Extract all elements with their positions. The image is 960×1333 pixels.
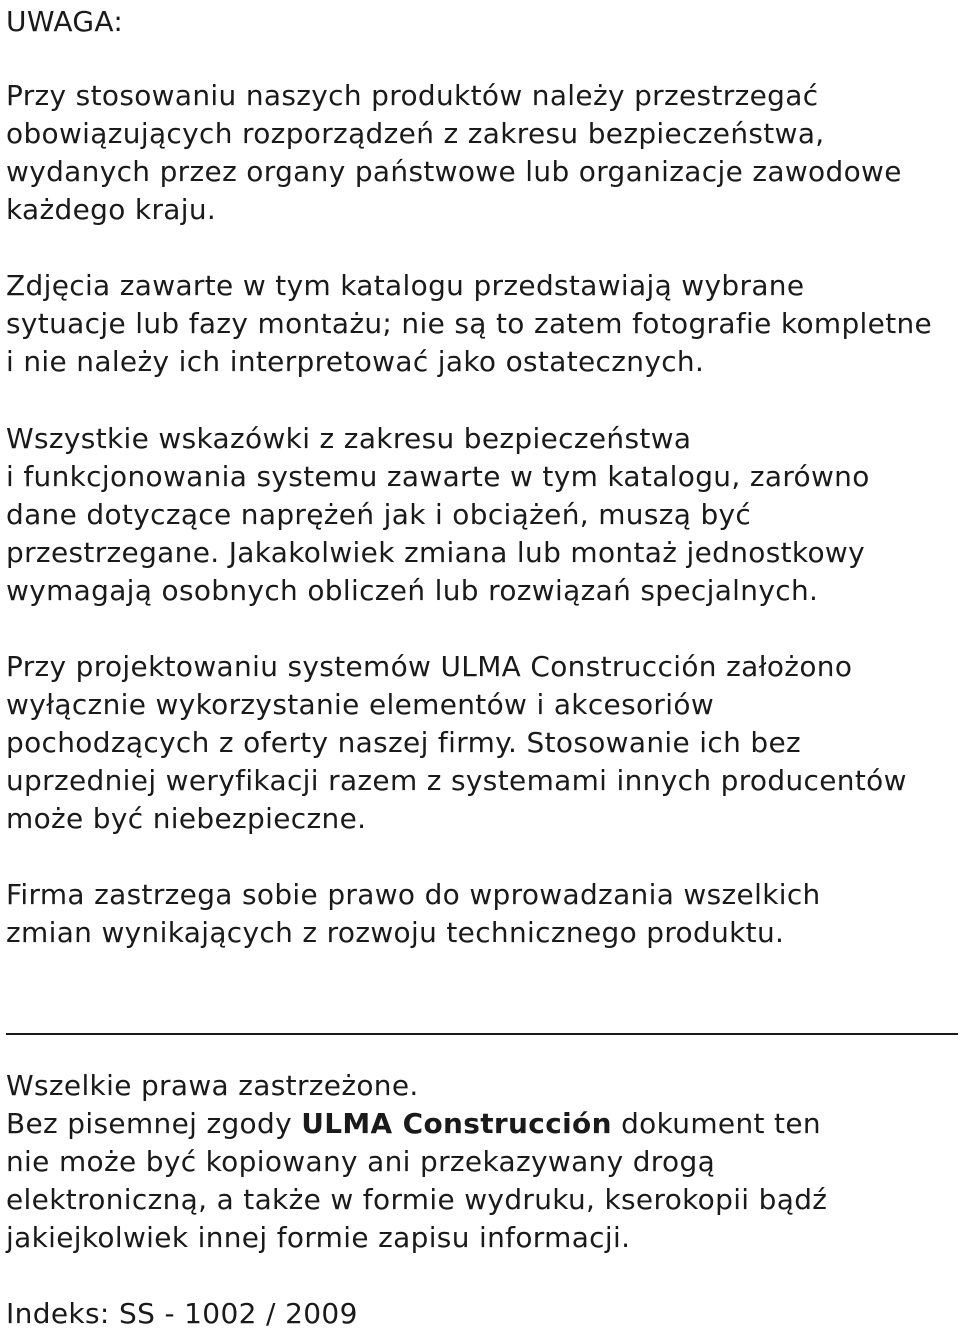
paragraph-system-design xyxy=(6,648,958,838)
text-line: Przy projektowaniu systemów ULMA Construcción założono xyxy=(6,650,853,683)
document-index: Indeks: SS - 1002 / 2009 xyxy=(6,1297,358,1330)
text-line: Firma zastrzega sobie prawo do wprowadzania wszelkich xyxy=(6,878,821,911)
company-name: ULMA Construcción xyxy=(301,1107,612,1140)
text-line: każdego kraju. xyxy=(6,193,217,226)
paragraph-safety-instructions xyxy=(6,420,958,610)
text-line: sytuacje lub fazy montażu; nie są to zatem fotografie kompletne xyxy=(6,307,933,340)
text-line: i nie należy ich interpretować jako ostatecznych. xyxy=(6,345,705,378)
text-line: zmian wynikających z rozwoju technicznego produktu. xyxy=(6,916,785,949)
text-line: dane dotyczące naprężeń jak i obciążeń, muszą być xyxy=(6,498,752,531)
text-line: wyłącznie wykorzystanie elementów i akcesoriów xyxy=(6,688,715,721)
paragraph-photos xyxy=(6,267,958,381)
text-line: przestrzegane. Jakakolwiek zmiana lub montaż jednostkowy xyxy=(6,536,866,569)
copyright-line xyxy=(6,1105,956,1143)
section-divider xyxy=(6,1033,958,1035)
text-line: uprzedniej weryfikacji razem z systemami innych producentów xyxy=(6,764,907,797)
text-line: wymagają osobnych obliczeń lub rozwiązań specjalnych. xyxy=(6,574,819,607)
text-line: wydanych przez organy państwowe lub organizacje zawodowe xyxy=(6,155,902,188)
text-line: elektroniczną, a także w formie wydruku, kserokopii bądź xyxy=(6,1183,828,1216)
text-line: Zdjęcia zawarte w tym katalogu przedstawiają wybrane xyxy=(6,269,805,302)
text-line: Przy stosowaniu naszych produktów należy przestrzegać xyxy=(6,79,819,112)
copyright-text: Bez pisemnej zgody xyxy=(6,1107,302,1140)
rights-reserved-text: Wszelkie prawa zastrzeżone. xyxy=(6,1069,419,1102)
copyright-text: dokument ten xyxy=(611,1107,821,1140)
copyright-notice xyxy=(6,1067,958,1257)
document-page xyxy=(6,0,958,1330)
text-line: pochodzących z oferty naszej firmy. Stosowanie ich bez xyxy=(6,726,802,759)
text-line: może być niebezpieczne. xyxy=(6,802,367,835)
text-line: obowiązujących rozporządzeń z zakresu bezpieczeństwa, xyxy=(6,117,825,150)
paragraph-changes-reserved xyxy=(6,876,958,952)
notice-heading: UWAGA: xyxy=(6,5,124,38)
text-line: Wszystkie wskazówki z zakresu bezpieczeństwa xyxy=(6,422,692,455)
text-line: i funkcjonowania systemu zawarte w tym katalogu, zarówno xyxy=(6,460,870,493)
text-line: jakiejkolwiek innej formie zapisu informacji. xyxy=(6,1221,631,1254)
text-line: nie może być kopiowany ani przekazywany drogą xyxy=(6,1145,716,1178)
paragraph-regulations xyxy=(6,77,958,229)
